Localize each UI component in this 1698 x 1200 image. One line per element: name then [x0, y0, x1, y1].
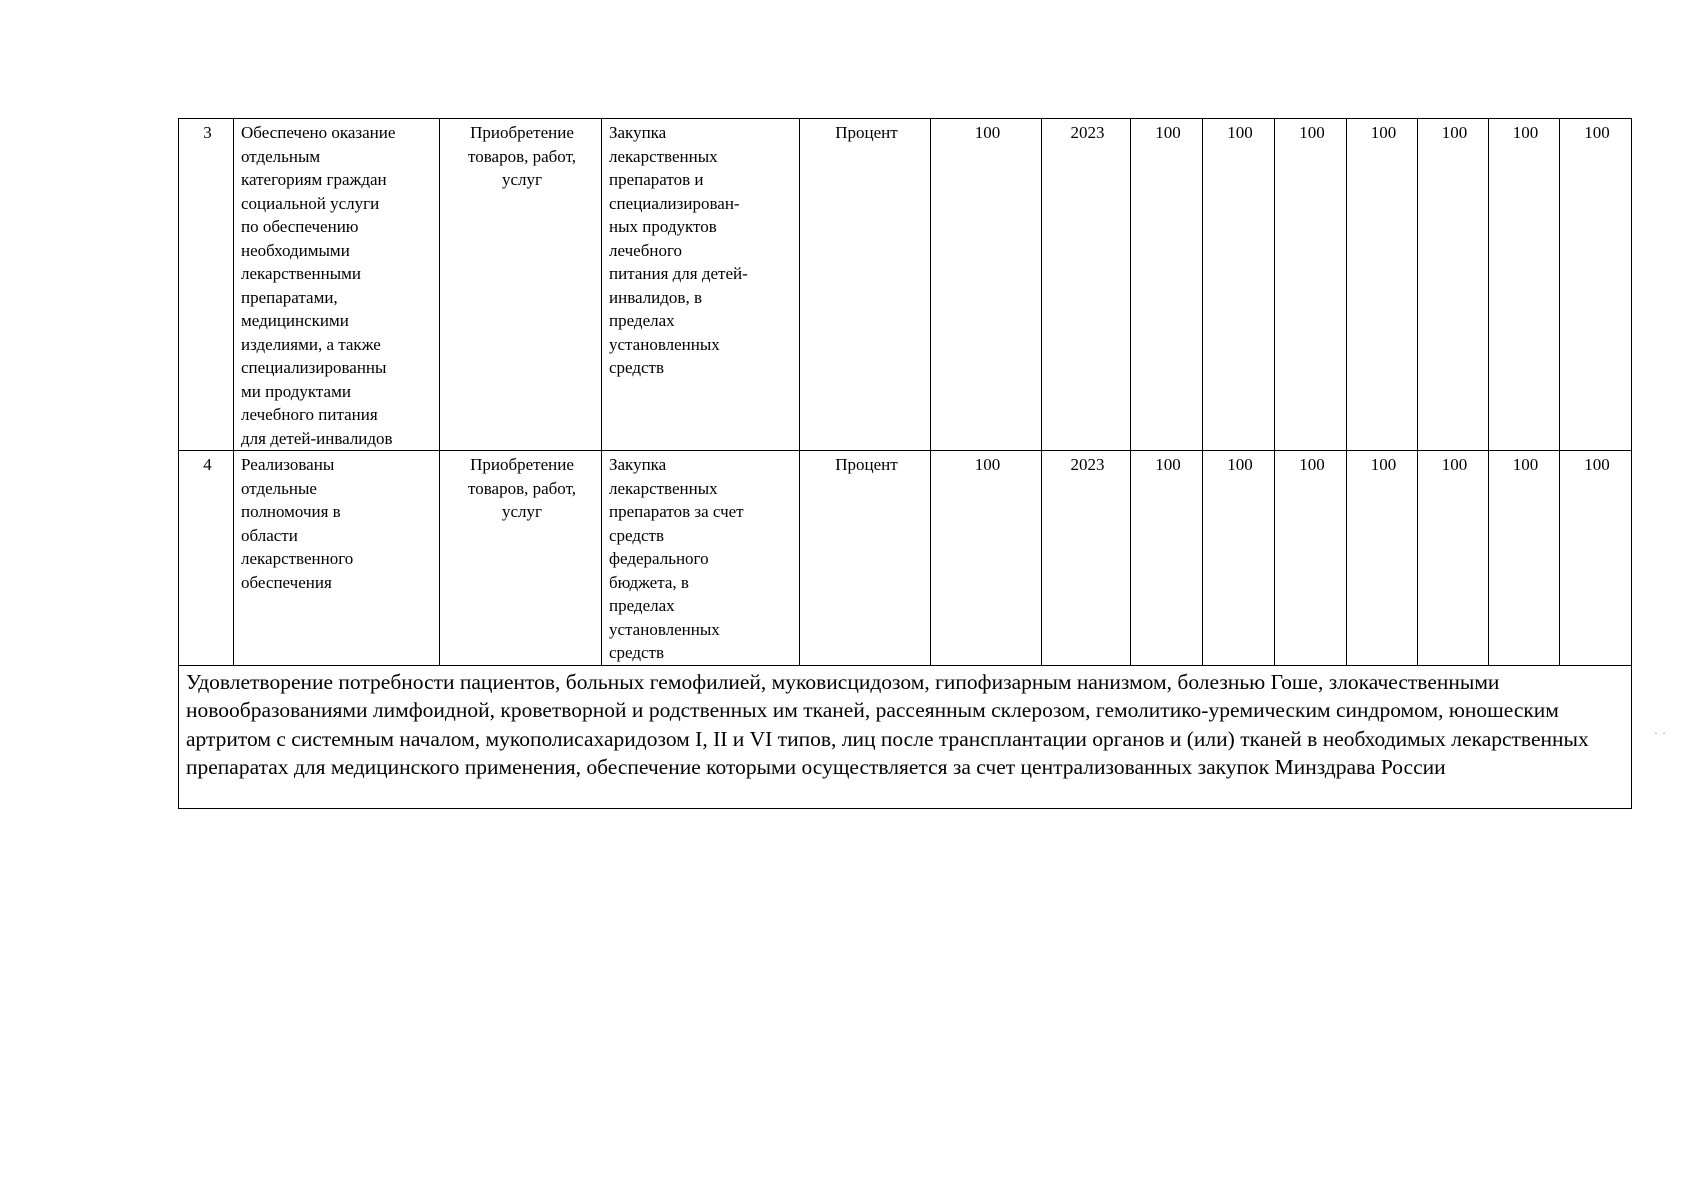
value-cell: 100 — [1347, 119, 1418, 451]
base-year-cell: 2023 — [1042, 119, 1131, 451]
results-table — [178, 118, 1632, 809]
result-cell: Обеспечено оказание отдельным категориям граждан социальной услуги по обеспечению необходимыми лекарственными препаратами, медицинскими изделиями, а также специализированны ми продуктами лечебного питания для детей-инвалидов — [234, 119, 440, 451]
value-cell: 100 — [1131, 451, 1203, 666]
result-cell: Реализованы отдельные полномочия в области лекарственного обеспечения — [234, 451, 440, 666]
unit-cell: Процент — [800, 119, 931, 451]
row-number: 4 — [179, 451, 234, 666]
scan-mark: ·· — [1654, 726, 1670, 740]
base-value-cell: 100 — [931, 119, 1042, 451]
section-text: Удовлетворение потребности пациентов, больных гемофилией, муковисцидозом, гипофизарным нанизмом, болезнью Гоше, злокачественными новообразованиями лимфоидной, кроветворной и родственных им тканей, рассеянным склерозом, гемолитико-уремическим синдромом, юношеским артритом с системным началом, мукополисахаридозом I, II и VI типов, лиц после трансплантации органов и (или) тканей в необходимых лекарственных препаратах для медицинского применения, обеспечение которыми осуществляется за счет централизованных закупок Минздрава России — [179, 665, 1632, 808]
table-row — [179, 119, 1632, 451]
description-cell: Закупка лекарственных препаратов за счет средств федерального бюджета, в пределах установленных средств — [602, 451, 800, 666]
value-cell: 100 — [1203, 119, 1275, 451]
row-number: 3 — [179, 119, 234, 451]
section-row — [179, 665, 1632, 808]
value-cell: 100 — [1418, 451, 1489, 666]
unit-cell: Процент — [800, 451, 931, 666]
value-cell: 100 — [1131, 119, 1203, 451]
value-cell: 100 — [1347, 451, 1418, 666]
base-value-cell: 100 — [931, 451, 1042, 666]
value-cell: 100 — [1489, 451, 1560, 666]
value-cell: 100 — [1203, 451, 1275, 666]
type-cell: Приобретение товаров, работ, услуг — [440, 119, 602, 451]
value-cell: 100 — [1275, 451, 1347, 666]
base-year-cell: 2023 — [1042, 451, 1131, 666]
value-cell: 100 — [1560, 119, 1632, 451]
description-cell: Закупка лекарственных препаратов и специализирован- ных продуктов лечебного питания для детей- инвалидов, в пределах установленных средств — [602, 119, 800, 451]
value-cell: 100 — [1560, 451, 1632, 666]
value-cell: 100 — [1275, 119, 1347, 451]
type-cell: Приобретение товаров, работ, услуг — [440, 451, 602, 666]
table-row — [179, 451, 1632, 666]
value-cell: 100 — [1489, 119, 1560, 451]
value-cell: 100 — [1418, 119, 1489, 451]
